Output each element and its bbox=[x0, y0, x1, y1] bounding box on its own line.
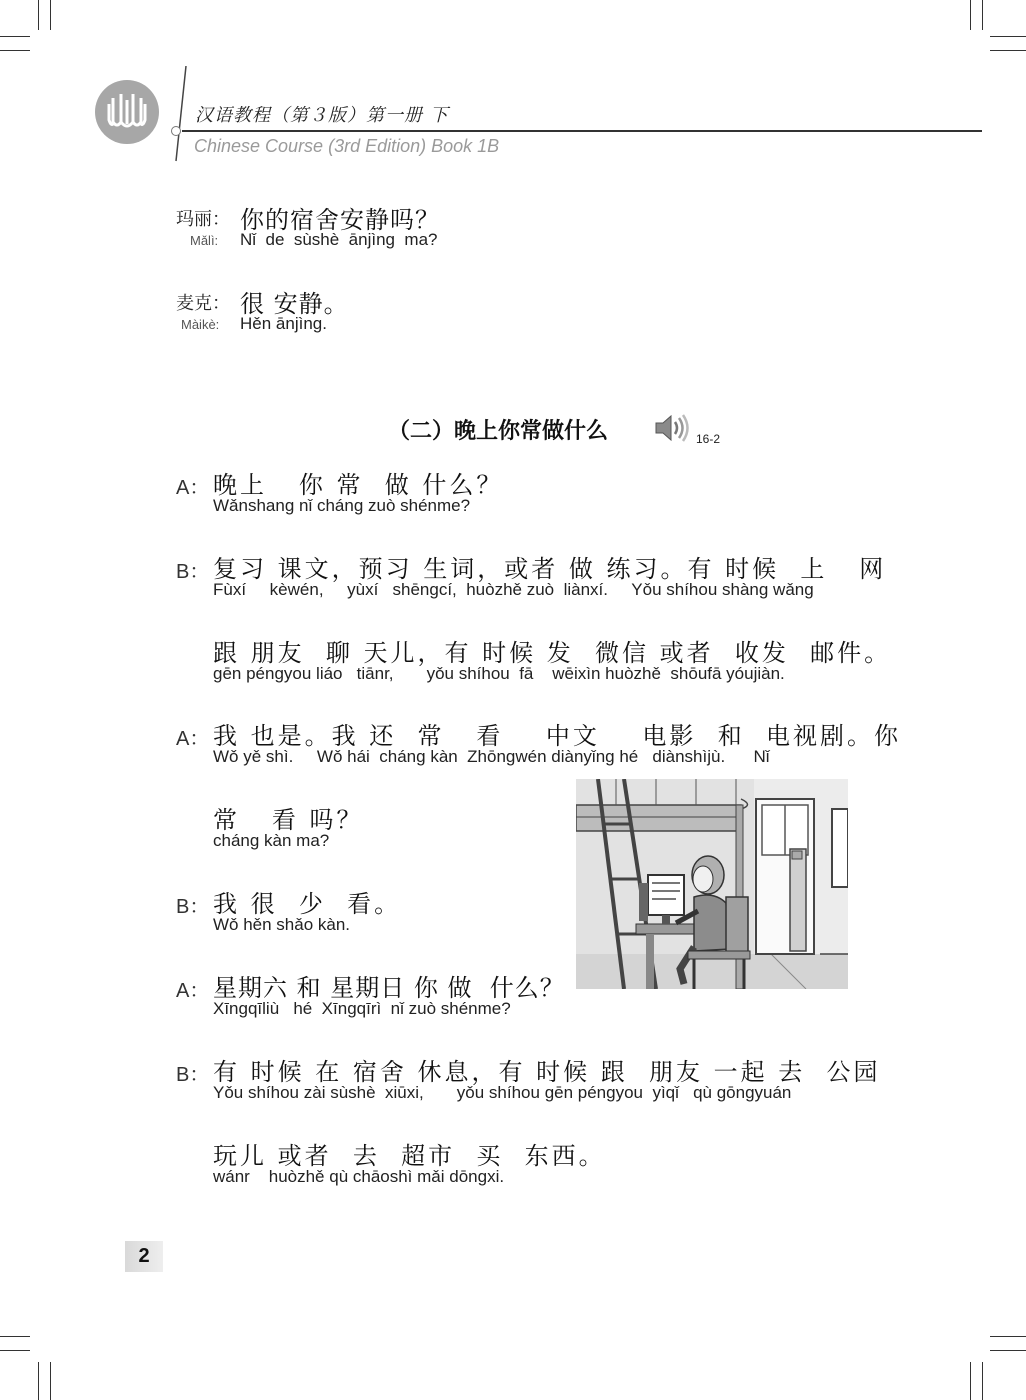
crop-mark bbox=[38, 0, 39, 30]
section-title: （二）晚上你常做什么 bbox=[388, 419, 609, 444]
speaker-pinyin: Mǎlì: bbox=[190, 233, 219, 248]
pinyin-text: Nǐ de sùshè ānjìng ma? bbox=[240, 230, 438, 249]
audio-track-number: 16-2 bbox=[696, 432, 721, 446]
crop-mark bbox=[50, 1362, 51, 1400]
pinyin-text: Wǒ yě shì. Wǒ hái cháng kàn Zhōngwén diànyǐng hé diànshìjù. Nǐ bbox=[213, 747, 770, 766]
crop-mark bbox=[982, 1362, 983, 1400]
hanzi-text: 常 看 吗？ bbox=[213, 806, 364, 834]
header-rule bbox=[182, 130, 982, 132]
crop-mark bbox=[0, 50, 30, 51]
pinyin-text: wánr huòzhě qù chāoshì mǎi dōngxi. bbox=[213, 1167, 505, 1186]
speaker-pinyin: Màikè: bbox=[181, 317, 220, 332]
crop-mark bbox=[50, 0, 51, 30]
pinyin-text: Yǒu shíhou zài sùshè xiūxi, yǒu shíhou gēn péngyou yìqǐ qù gōngyuán bbox=[213, 1083, 792, 1102]
header-dot-decoration bbox=[171, 126, 181, 136]
hanzi-text: 我 很 少 看。 bbox=[213, 890, 402, 918]
speaker-label: A： bbox=[176, 728, 210, 750]
speaker-label: B： bbox=[176, 561, 210, 583]
header-slash-decoration bbox=[168, 66, 190, 166]
crop-mark bbox=[0, 36, 30, 37]
speaker-label: A： bbox=[176, 980, 210, 1002]
speaker-name: 玛丽： bbox=[176, 209, 230, 230]
pinyin-text: Fùxí kèwén, yùxí shēngcí, huòzhě zuò liànxí. Yǒu shíhou shàng wǎng bbox=[213, 580, 814, 599]
speaker-label: B： bbox=[176, 1064, 210, 1086]
pinyin-text: Xīngqīliù hé Xīngqīrì nǐ zuò shénme? bbox=[213, 999, 511, 1018]
crop-mark bbox=[38, 1362, 39, 1400]
hanzi-text: 跟 朋友 聊 天儿，有 时候 发 微信 或者 收发 邮件。 bbox=[213, 639, 892, 667]
hanzi-text: 晚上 你 常 做 什么？ bbox=[213, 471, 504, 499]
hanzi-text: 很 安静。 bbox=[240, 290, 349, 318]
pinyin-text: cháng kàn ma? bbox=[213, 831, 330, 850]
hanzi-text: 玩儿 或者 去 超市 买 东西。 bbox=[213, 1142, 606, 1170]
hanzi-text: 复习 课文，预习 生词，或者 做 练习。有 时候 上 网 bbox=[213, 555, 887, 583]
pinyin-text: Hěn ānjìng. bbox=[240, 314, 327, 333]
speaker-label: B： bbox=[176, 896, 210, 918]
hanzi-text: 你的宿舍安静吗？ bbox=[240, 206, 440, 234]
hanzi-text: 我 也是。我 还 常 看 中文 电影 和 电视剧。你 bbox=[213, 722, 901, 750]
student-at-computer-illustration bbox=[576, 779, 848, 989]
book-subtitle: Chinese Course (3rd Edition) Book 1B bbox=[194, 136, 500, 156]
pinyin-text: Wǎnshang nǐ cháng zuò shénme? bbox=[213, 496, 471, 515]
hanzi-text: 星期六 和 星期日 你 做 什么？ bbox=[213, 974, 565, 1002]
book-title: 汉语教程（第３版）第一册 下 bbox=[195, 105, 449, 126]
pinyin-text: Wǒ hěn shǎo kàn. bbox=[213, 915, 351, 934]
speaker-name: 麦克： bbox=[176, 293, 230, 314]
crop-mark bbox=[990, 1350, 1026, 1351]
crop-mark bbox=[970, 1362, 971, 1400]
speaker-label: A： bbox=[176, 477, 210, 499]
crop-mark bbox=[970, 0, 971, 30]
page-number: 2 bbox=[125, 1241, 163, 1272]
pinyin-text: gēn péngyou liáo tiānr, yǒu shíhou fā wēixìn huòzhě shōufā yóujiàn. bbox=[213, 664, 785, 683]
crop-mark bbox=[0, 1336, 30, 1337]
crop-mark bbox=[982, 0, 983, 30]
book-logo-icon bbox=[95, 80, 159, 144]
crop-mark bbox=[990, 50, 1026, 51]
crop-mark bbox=[0, 1350, 30, 1351]
crop-mark bbox=[990, 1336, 1026, 1337]
crop-mark bbox=[990, 36, 1026, 37]
speaker-icon[interactable] bbox=[654, 412, 692, 444]
hanzi-text: 有 时候 在 宿舍 休息，有 时候 跟 朋友 一起 去 公园 bbox=[213, 1058, 881, 1086]
